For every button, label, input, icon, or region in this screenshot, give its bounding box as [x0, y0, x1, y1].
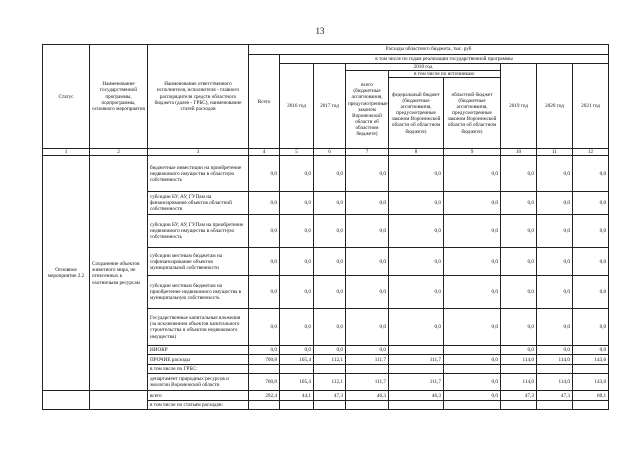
- header-2020: 2020 год: [537, 64, 573, 149]
- value-cell: [537, 365, 573, 374]
- value-cell: 0,0: [444, 156, 501, 192]
- value-cell: 0,0: [314, 276, 346, 309]
- value-cell: [314, 401, 346, 410]
- column-number: 7: [346, 149, 389, 156]
- row-label: ПРОЧИЕ расходы: [148, 355, 249, 365]
- value-cell: 0,0: [280, 309, 314, 346]
- row-label: субсидии местным бюджетам на приобретение недвижимого имущества в муниципальную собственность: [148, 276, 249, 309]
- value-cell: 0,0: [346, 346, 389, 355]
- header-expenses: Расходы областного бюджета, тыс. руб: [249, 45, 609, 55]
- value-cell: 0,0: [346, 309, 389, 346]
- expenses-table: [42, 44, 609, 410]
- header-2018: 2018 год: [346, 64, 501, 71]
- header-2016: 2016 год: [280, 64, 314, 149]
- value-cell: 0,0: [501, 276, 537, 309]
- value-cell: 0,0: [249, 215, 280, 248]
- value-cell: [444, 365, 501, 374]
- column-number: 3: [148, 149, 249, 156]
- value-cell: 0,0: [537, 309, 573, 346]
- row-label: департамент природных ресурсов и экологии Воронежской области: [148, 374, 249, 391]
- row-label: бюджетные инвестиции на приобретение недвижимого имущества в областную собственность: [148, 156, 249, 192]
- value-cell: 0,0: [444, 192, 501, 215]
- value-cell: [501, 401, 537, 410]
- column-number: 4: [249, 149, 280, 156]
- value-cell: 0,0: [501, 192, 537, 215]
- value-cell: 0,0: [501, 156, 537, 192]
- value-cell: 0,0: [537, 192, 573, 215]
- value-cell: 700,8: [249, 374, 280, 391]
- header-program: Наименование государственной программы, подпрограммы, основного мероприятия: [90, 45, 148, 149]
- value-cell: 0,0: [444, 248, 501, 276]
- value-cell: 0,0: [444, 355, 501, 365]
- value-cell: [249, 401, 280, 410]
- header-2018-federal: федеральный бюджет (бюджетные ассигнования, предусмотренные законом Воронежской области об областном бюджете): [389, 78, 444, 149]
- value-cell: 0,0: [389, 192, 444, 215]
- value-cell: 112,1: [314, 374, 346, 391]
- value-cell: 0,0: [280, 215, 314, 248]
- value-cell: [573, 401, 609, 410]
- value-cell: 0,0: [537, 248, 573, 276]
- column-number: 2: [90, 149, 148, 156]
- value-cell: 47,3: [314, 391, 346, 401]
- status-cell: Основное мероприятие 2.2: [43, 156, 90, 391]
- column-number: 5: [280, 149, 314, 156]
- value-cell: 0,0: [249, 192, 280, 215]
- value-cell: 111,7: [389, 374, 444, 391]
- value-cell: 114,0: [537, 374, 573, 391]
- row-label: в том числе по ГРБС:: [148, 365, 249, 374]
- value-cell: 47,3: [501, 391, 537, 401]
- value-cell: 0,0: [346, 192, 389, 215]
- value-cell: [280, 401, 314, 410]
- header-2018-sources: в том числе по источникам:: [389, 71, 501, 78]
- value-cell: 0,0: [444, 309, 501, 346]
- value-cell: 0,0: [537, 346, 573, 355]
- value-cell: 0,0: [280, 156, 314, 192]
- value-cell: 0,0: [501, 309, 537, 346]
- row-label: Государственные капитальные вложения (за исключением объектов капитального строительства и объектов недвижимого имущества): [148, 309, 249, 346]
- value-cell: 0,0: [537, 276, 573, 309]
- table-row: [43, 391, 609, 401]
- value-cell: 0,0: [537, 215, 573, 248]
- value-cell: 114,0: [501, 374, 537, 391]
- value-cell: 111,7: [346, 355, 389, 365]
- value-cell: 0,0: [444, 374, 501, 391]
- value-cell: 0,0: [280, 276, 314, 309]
- value-cell: 0,0: [314, 192, 346, 215]
- value-cell: 0,0: [346, 156, 389, 192]
- header-total: Всего: [249, 55, 280, 149]
- row-label: субсидии БУ, АУ, ГУПам на финансирование объектов областной собственности: [148, 192, 249, 215]
- header-status: Статус: [43, 45, 90, 149]
- column-number: 11: [537, 149, 573, 156]
- value-cell: 44,1: [280, 391, 314, 401]
- value-cell: 60,1: [573, 391, 609, 401]
- value-cell: [537, 401, 573, 410]
- value-cell: 111,7: [389, 355, 444, 365]
- value-cell: 0,0: [389, 248, 444, 276]
- value-cell: 0,0: [573, 248, 609, 276]
- value-cell: 0,0: [280, 192, 314, 215]
- value-cell: 0,0: [501, 248, 537, 276]
- value-cell: 0,0: [573, 192, 609, 215]
- value-cell: 0,0: [389, 156, 444, 192]
- row-label: субсидии БУ, АУ, ГУПам на приобретение недвижимого имущества в областную собственность: [148, 215, 249, 248]
- program-cell-empty: [90, 391, 148, 410]
- value-cell: 0,0: [249, 156, 280, 192]
- program-cell: Сохранение объектов животного мира, не отнесенных к охотничьим ресурсам: [90, 156, 148, 391]
- value-cell: 0,0: [314, 156, 346, 192]
- column-number: 1: [43, 149, 90, 156]
- row-label: субсидии местным бюджетам на софинансирование объектов муниципальной собственности: [148, 248, 249, 276]
- value-cell: [501, 365, 537, 374]
- status-cell-empty: [43, 391, 90, 410]
- value-cell: 0,0: [389, 309, 444, 346]
- value-cell: 0,0: [314, 248, 346, 276]
- row-label: НИОКР: [148, 346, 249, 355]
- table-row: [43, 156, 609, 192]
- value-cell: [314, 365, 346, 374]
- value-cell: 0,0: [346, 276, 389, 309]
- value-cell: 292,4: [249, 391, 280, 401]
- value-cell: 47,3: [537, 391, 573, 401]
- value-cell: 105,4: [280, 374, 314, 391]
- value-cell: 0,0: [537, 156, 573, 192]
- value-cell: 0,0: [444, 215, 501, 248]
- value-cell: 46,3: [389, 391, 444, 401]
- value-cell: 112,1: [314, 355, 346, 365]
- value-cell: 0,0: [573, 156, 609, 192]
- value-cell: 46,3: [346, 391, 389, 401]
- value-cell: 0,0: [346, 248, 389, 276]
- value-cell: 0,0: [346, 215, 389, 248]
- value-cell: [389, 346, 444, 355]
- value-cell: [444, 401, 501, 410]
- page-number: 13: [315, 26, 325, 36]
- value-cell: 0,0: [314, 215, 346, 248]
- value-cell: 0,0: [573, 215, 609, 248]
- header-executor: Наименование ответственного исполнителя, исполнителя - главного распорядителя средств областного бюджета (далее - ГРБС), наименование статей расходов: [148, 45, 249, 149]
- value-cell: 0,0: [249, 248, 280, 276]
- value-cell: 0,0: [280, 346, 314, 355]
- value-cell: [389, 365, 444, 374]
- value-cell: 111,7: [346, 374, 389, 391]
- value-cell: 700,8: [249, 355, 280, 365]
- header-2021: 2021 год: [573, 64, 609, 149]
- row-label: в том числе по статьям расходов:: [148, 401, 249, 410]
- value-cell: 105,4: [280, 355, 314, 365]
- value-cell: 114,0: [501, 355, 537, 365]
- value-cell: 0,0: [573, 276, 609, 309]
- header-2018-total: всего (бюджетные ассигнования, предусмотренные законом Воронежской области об областном бюджете): [346, 71, 389, 149]
- value-cell: 0,0: [314, 309, 346, 346]
- value-cell: 0,0: [501, 346, 537, 355]
- header-by-years: в том числе по годам реализации государственной программы: [280, 55, 609, 64]
- value-cell: 143,6: [573, 374, 609, 391]
- value-cell: [346, 401, 389, 410]
- column-number: 9: [444, 149, 501, 156]
- value-cell: 0,0: [444, 276, 501, 309]
- value-cell: 0,0: [573, 309, 609, 346]
- value-cell: 0,0: [314, 346, 346, 355]
- value-cell: 0,0: [444, 391, 501, 401]
- value-cell: [280, 365, 314, 374]
- value-cell: 0,0: [573, 346, 609, 355]
- column-number: 8: [389, 149, 444, 156]
- value-cell: 0,0: [389, 215, 444, 248]
- value-cell: 0,0: [249, 346, 280, 355]
- column-number: 10: [501, 149, 537, 156]
- column-numbers-row: [43, 149, 609, 156]
- value-cell: [444, 346, 501, 355]
- value-cell: 114,0: [537, 355, 573, 365]
- header-2019: 2019 год: [501, 64, 537, 149]
- value-cell: 0,0: [280, 248, 314, 276]
- value-cell: 0,0: [389, 276, 444, 309]
- column-number: 6: [314, 149, 346, 156]
- column-number: 12: [573, 149, 609, 156]
- header-2018-regional: областной бюджет (бюджетные ассигнования, предусмотренные законом Воронежской области об областном бюджете): [444, 78, 501, 149]
- value-cell: [249, 365, 280, 374]
- value-cell: 0,0: [249, 309, 280, 346]
- value-cell: [389, 401, 444, 410]
- value-cell: [346, 365, 389, 374]
- header-2017: 2017 год: [314, 64, 346, 149]
- value-cell: 143,6: [573, 355, 609, 365]
- value-cell: 0,0: [249, 276, 280, 309]
- value-cell: [573, 365, 609, 374]
- row-label: всего: [148, 391, 249, 401]
- value-cell: 0,0: [501, 215, 537, 248]
